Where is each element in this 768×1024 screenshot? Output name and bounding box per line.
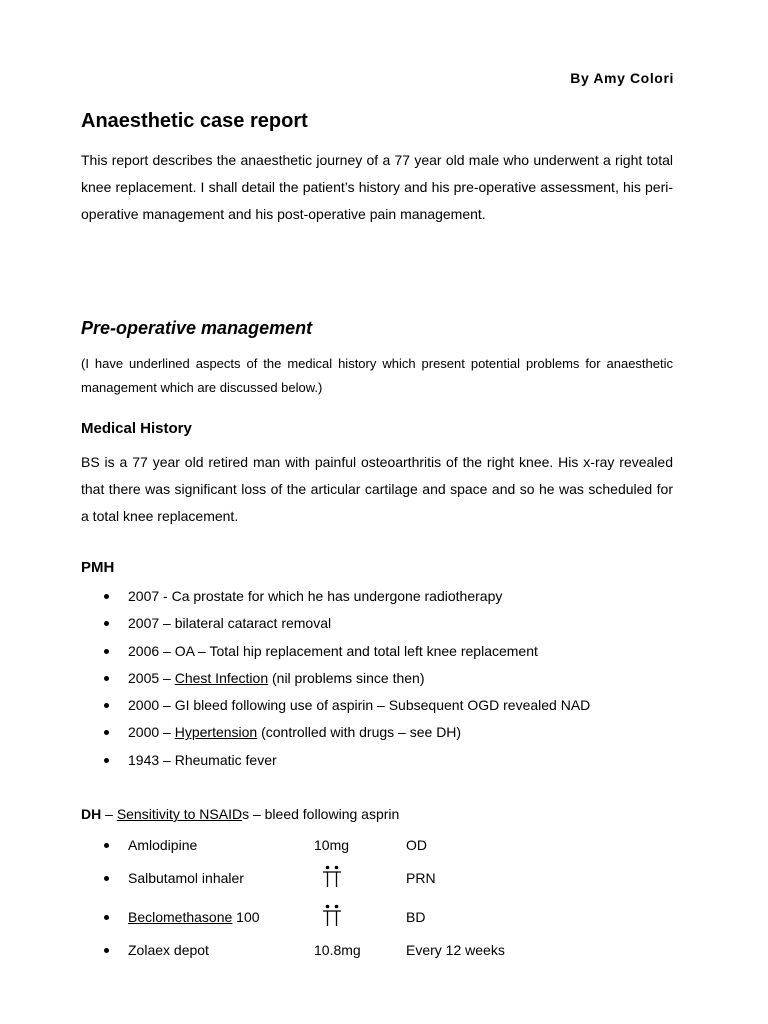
list-item: 2007 – bilateral cataract removal xyxy=(81,610,681,637)
pmh-heading: PMH xyxy=(81,559,115,576)
underlined-risk: Sensitivity to NSAID xyxy=(116,806,243,822)
dh-label: DH xyxy=(81,806,102,822)
two-puffs-icon xyxy=(321,865,343,889)
medical-history-paragraph: BS is a 77 year old retired man with painful osteoarthritis of the right knee. His x-ray revealed that there was significant loss of the articular cartilage and space and so he was scheduled for a total knee replacement. xyxy=(81,454,673,524)
drug-row: Salbutamol inhaler PRN xyxy=(81,859,681,898)
list-item: 2000 – Hypertension (controlled with drugs – see DH) xyxy=(81,719,681,746)
drug-row: Beclomethasone 100 BD xyxy=(81,898,681,937)
medical-history-heading: Medical History xyxy=(81,420,192,437)
list-item: 2006 – OA – Total hip replacement and total left knee replacement xyxy=(81,638,681,665)
list-item: 2000 – GI bleed following use of aspirin – Subsequent OGD revealed NAD xyxy=(81,692,681,719)
report-title: Anaesthetic case report xyxy=(81,110,308,132)
author-line: By Amy Colori xyxy=(570,70,674,86)
drug-row: Amlodipine 10mg OD xyxy=(81,832,681,859)
underlined-risk: Hypertension xyxy=(174,724,258,741)
drug-list xyxy=(81,832,681,964)
pmh-list xyxy=(81,583,681,774)
underlined-risk: Beclomethasone xyxy=(128,909,233,925)
preop-note: (I have underlined aspects of the medical history which present potential problems for anaesthetic management which are discussed below.) xyxy=(81,356,673,395)
list-item: 2007 - Ca prostate for which he has undergone radiotherapy xyxy=(81,583,681,610)
list-item: 2005 – Chest Infection (nil problems since then) xyxy=(81,665,681,692)
two-puffs-icon xyxy=(321,904,343,928)
dh-line: DH – Sensitivity to NSAIDs – bleed following asprin xyxy=(81,806,400,822)
intro-paragraph: This report describes the anaesthetic journey of a 77 year old male who underwent a right total knee replacement. I shall detail the patient’s history and his pre-operative assessment, his peri-operative management and his post-operative pain management. xyxy=(81,152,673,222)
preop-heading: Pre-operative management xyxy=(81,318,313,338)
drug-row: Zolaex depot 10.8mg Every 12 weeks xyxy=(81,937,681,964)
underlined-risk: Chest Infection xyxy=(174,669,269,686)
list-item: 1943 – Rheumatic fever xyxy=(81,747,681,774)
